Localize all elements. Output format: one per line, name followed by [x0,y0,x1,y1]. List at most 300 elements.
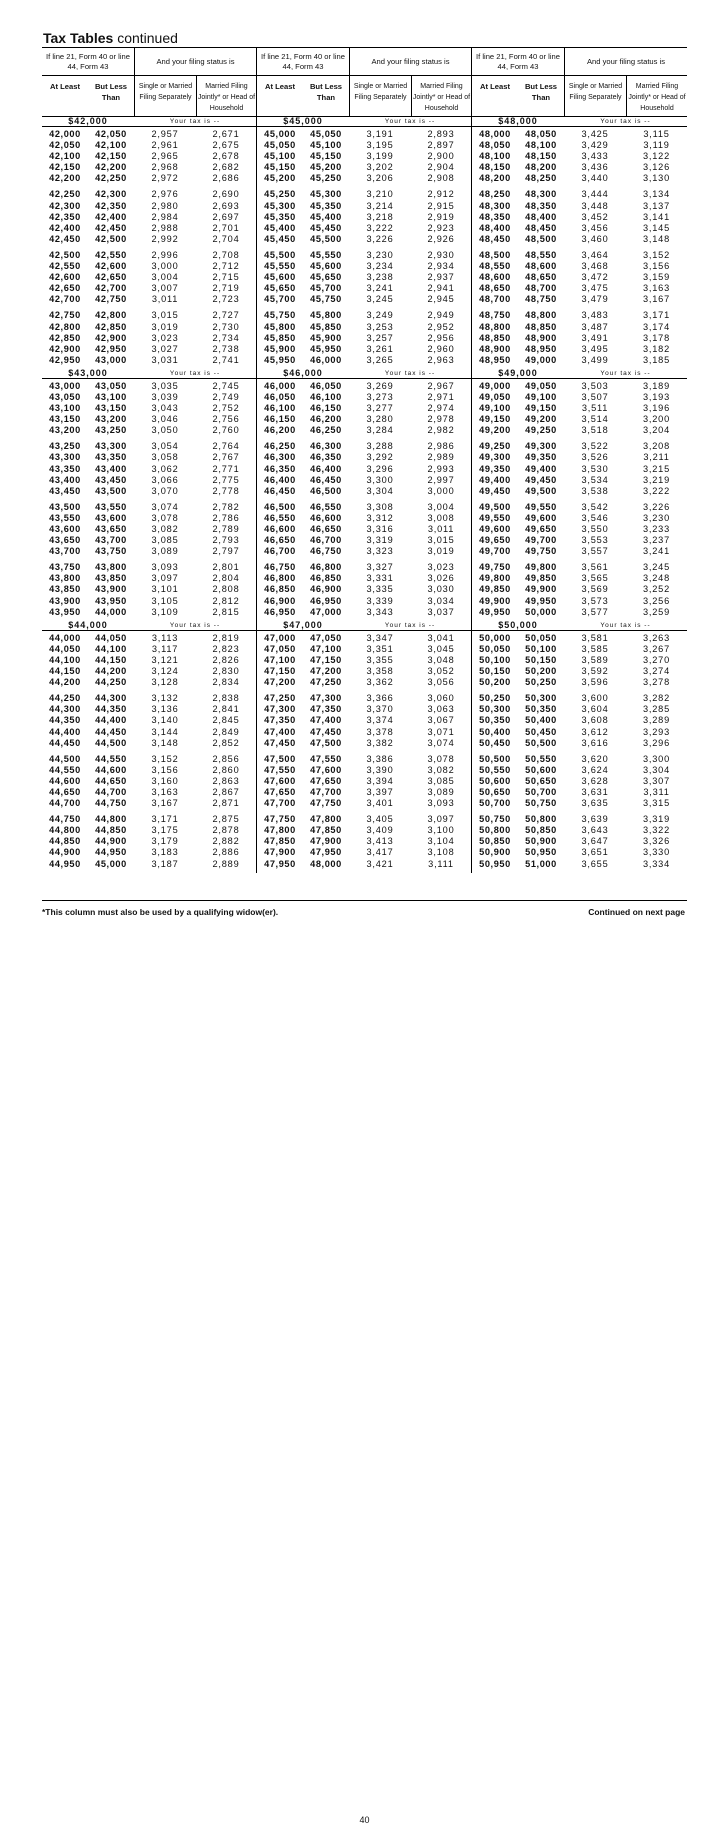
cell-single-tax: 3,472 [581,272,609,283]
cell-married-tax: 2,715 [212,272,240,283]
row-group [257,560,471,620]
cell-married-tax: 2,678 [212,151,240,162]
cell-at-least: 43,600 [49,524,81,534]
cell-married-tax: 3,319 [643,814,670,825]
cell-but-less-than: 44,400 [95,715,127,726]
cell-but-less-than: 45,800 [310,310,342,321]
table-row [42,584,256,595]
cell-at-least: 45,350 [264,211,296,222]
cell-married-tax: 2,741 [212,354,240,365]
table-row [472,859,687,870]
cell-married-tax: 2,730 [212,321,240,332]
tax-label: Your tax is -- [384,621,436,629]
table-row [42,333,256,344]
cell-but-less-than: 45,400 [310,211,342,222]
cell-married-tax: 2,797 [212,546,240,557]
cell-married-tax: 3,237 [643,535,670,546]
cell-married-tax: 3,119 [643,140,670,151]
cell-but-less-than: 50,100 [525,643,557,654]
cell-single-tax: 3,550 [581,524,609,534]
cell-single-tax: 3,117 [151,643,179,654]
bracket-label: $46,000 [283,367,323,378]
cell-single-tax: 3,624 [581,764,609,775]
cell-single-tax: 3,491 [581,332,609,343]
cell-but-less-than: 42,250 [95,173,127,184]
cell-at-least: 42,150 [49,162,81,173]
cell-but-less-than: 47,200 [310,666,342,677]
cell-single-tax: 3,179 [151,836,179,847]
column-header [257,48,471,76]
cell-single-tax: 3,589 [581,654,609,665]
cell-but-less-than: 49,350 [525,452,557,463]
cell-at-least: 45,650 [264,283,296,294]
table-row [472,535,687,546]
cell-at-least: 50,050 [479,643,511,654]
cell-at-least: 42,750 [49,310,81,321]
cell-married-tax: 3,122 [643,151,670,162]
cell-married-tax: 2,889 [212,858,240,869]
cell-single-tax: 3,433 [581,151,609,162]
cell-at-least: 47,400 [264,726,296,737]
cell-single-tax: 3,085 [151,535,179,546]
cell-but-less-than: 43,650 [95,524,127,534]
cell-single-tax: 3,050 [151,425,179,436]
cell-at-least: 46,850 [264,584,296,595]
header-single: Single or Married Filing Separately [135,76,197,116]
cell-married-tax: 3,045 [427,643,455,654]
cell-but-less-than: 50,150 [525,654,557,665]
cell-but-less-than: 43,150 [95,403,127,414]
table-row [472,573,687,584]
table-row [42,607,256,618]
cell-but-less-than: 49,250 [525,425,557,436]
cell-but-less-than: 49,900 [525,584,557,595]
cell-but-less-than: 45,600 [310,261,342,272]
cell-at-least: 49,100 [479,403,511,414]
table-row [42,715,256,726]
cell-but-less-than: 46,100 [310,391,342,402]
cell-but-less-than: 43,300 [95,441,127,452]
cell-single-tax: 3,499 [581,354,609,365]
cell-single-tax: 3,573 [581,595,609,606]
cell-at-least: 49,850 [479,584,511,595]
cell-single-tax: 3,327 [366,562,394,573]
header-but-less-than: But Less Than [303,76,350,116]
cell-single-tax: 3,600 [581,693,609,704]
cell-but-less-than: 49,200 [525,414,557,425]
cell-at-least: 47,150 [264,666,296,677]
cell-but-less-than: 50,400 [525,715,557,726]
table-row [42,344,256,355]
cell-single-tax: 3,425 [581,129,609,139]
cell-at-least: 50,350 [479,715,511,726]
table-row [257,475,471,486]
cell-but-less-than: 50,350 [525,704,557,715]
table-row [257,452,471,463]
cell-single-tax: 3,296 [366,463,394,474]
cell-at-least: 43,800 [49,573,81,584]
table-row [42,596,256,607]
cell-but-less-than: 43,000 [95,354,127,365]
cell-but-less-than: 42,050 [95,129,127,139]
cell-at-least: 47,450 [264,737,296,748]
cell-single-tax: 3,101 [151,584,179,595]
column-subheader [42,76,256,117]
cell-at-least: 48,400 [479,222,511,233]
cell-but-less-than: 48,250 [525,173,557,184]
cell-at-least: 46,750 [264,562,296,573]
cell-but-less-than: 46,750 [310,546,342,557]
cell-at-least: 48,250 [479,189,511,200]
cell-but-less-than: 50,450 [525,726,557,737]
cell-married-tax: 2,723 [212,294,240,305]
cell-single-tax: 3,027 [151,343,179,354]
page-title [43,30,178,46]
cell-married-tax: 2,867 [212,786,240,797]
cell-single-tax: 3,066 [151,474,179,485]
cell-married-tax: 2,727 [212,310,240,321]
cell-at-least: 47,100 [264,654,296,665]
cell-single-tax: 3,156 [151,764,179,775]
cell-at-least: 47,750 [264,814,296,825]
cell-at-least: 42,000 [49,129,81,139]
cell-single-tax: 3,187 [151,858,179,869]
table-row [42,173,256,184]
cell-at-least: 49,050 [479,391,511,402]
table-row [257,704,471,715]
cell-but-less-than: 44,300 [95,693,127,704]
cell-at-least: 47,050 [264,643,296,654]
cell-but-less-than: 46,300 [310,441,342,452]
cell-at-least: 49,800 [479,573,511,584]
cell-single-tax: 3,113 [151,632,179,643]
cell-married-tax: 2,904 [427,162,455,173]
cell-at-least: 47,950 [264,858,296,869]
cell-but-less-than: 45,750 [310,294,342,305]
header-filing-status: And your filing status is [371,56,450,66]
cell-single-tax: 3,202 [366,162,394,173]
cell-married-tax: 3,130 [643,173,670,184]
cell-single-tax: 3,378 [366,726,394,737]
cell-married-tax: 3,196 [643,403,670,414]
table-row [472,475,687,486]
cell-single-tax: 3,195 [366,140,394,151]
cell-single-tax: 3,351 [366,643,394,654]
cell-but-less-than: 50,000 [525,606,557,617]
cell-married-tax: 2,912 [427,189,455,200]
cell-single-tax: 3,277 [366,403,394,414]
cell-married-tax: 2,852 [212,737,240,748]
cell-single-tax: 3,097 [151,573,179,584]
row-group [257,631,471,691]
cell-married-tax: 2,897 [427,140,455,151]
cell-at-least: 45,100 [264,151,296,162]
row-group [42,439,256,499]
cell-married-tax: 3,278 [643,677,670,688]
cell-but-less-than: 44,950 [95,847,127,858]
cell-but-less-than: 47,100 [310,643,342,654]
column-header [42,48,256,76]
cell-at-least: 48,600 [479,272,511,283]
cell-single-tax: 2,968 [151,162,179,173]
cell-married-tax: 3,026 [427,573,455,584]
cell-at-least: 42,550 [49,261,81,272]
cell-but-less-than: 44,250 [95,677,127,688]
table-row [42,129,256,140]
cell-but-less-than: 48,100 [525,140,557,151]
cell-at-least: 50,250 [479,693,511,704]
table-row [42,836,256,847]
cell-but-less-than: 43,250 [95,425,127,436]
cell-married-tax: 3,089 [427,786,455,797]
table-row [472,704,687,715]
cell-married-tax: 3,056 [427,677,455,688]
cell-married-tax: 3,233 [643,524,670,534]
cell-single-tax: 3,308 [366,501,394,512]
cell-but-less-than: 45,650 [310,272,342,283]
table-row [472,272,687,283]
cell-married-tax: 3,115 [643,129,670,139]
cell-but-less-than: 50,800 [525,814,557,825]
cell-but-less-than: 43,050 [95,380,127,391]
cell-single-tax: 3,082 [151,524,179,534]
cell-single-tax: 3,035 [151,380,179,391]
table-row [42,754,256,765]
table-row [42,644,256,655]
cell-but-less-than: 42,700 [95,283,127,294]
table-row [257,310,471,321]
cell-but-less-than: 49,650 [525,524,557,534]
cell-married-tax: 2,756 [212,414,240,425]
cell-married-tax: 3,008 [427,512,455,523]
cell-but-less-than: 42,300 [95,189,127,200]
cell-single-tax: 3,448 [581,200,609,211]
cell-married-tax: 3,152 [643,249,670,260]
table-row [472,234,687,245]
cell-single-tax: 3,331 [366,573,394,584]
table-row [472,189,687,200]
cell-at-least: 47,850 [264,836,296,847]
cell-but-less-than: 45,150 [310,151,342,162]
table-row [472,584,687,595]
cell-single-tax: 2,988 [151,222,179,233]
cell-but-less-than: 50,200 [525,666,557,677]
cell-but-less-than: 42,150 [95,151,127,162]
cell-at-least: 46,650 [264,535,296,546]
cell-married-tax: 2,738 [212,343,240,354]
cell-single-tax: 3,335 [366,584,394,595]
table-row [472,151,687,162]
header-income-line: If line 21, Form 40 or line 44, Form 43 [42,48,135,75]
table-row [257,173,471,184]
cell-but-less-than: 50,250 [525,677,557,688]
table-row [257,655,471,666]
cell-married-tax: 2,923 [427,222,455,233]
table-row [472,381,687,392]
cell-but-less-than: 45,950 [310,343,342,354]
cell-but-less-than: 43,600 [95,512,127,523]
cell-but-less-than: 43,400 [95,463,127,474]
table-row [42,261,256,272]
cell-married-tax: 3,048 [427,654,455,665]
cell-married-tax: 2,675 [212,140,240,151]
cell-married-tax: 2,900 [427,151,455,162]
cell-at-least: 49,250 [479,441,511,452]
cell-single-tax: 3,167 [151,798,179,809]
cell-at-least: 44,000 [49,632,81,643]
cell-but-less-than: 44,700 [95,786,127,797]
cell-at-least: 45,200 [264,173,296,184]
table-row [472,173,687,184]
cell-single-tax: 3,616 [581,737,609,748]
cell-single-tax: 2,984 [151,211,179,222]
cell-at-least: 46,200 [264,425,296,436]
cell-at-least: 49,950 [479,606,511,617]
cell-single-tax: 3,019 [151,321,179,332]
table-row [42,140,256,151]
title-suffix: continued [117,30,178,46]
table-row [257,584,471,595]
table-row [472,738,687,749]
cell-at-least: 48,200 [479,173,511,184]
cell-married-tax: 2,952 [427,321,455,332]
cell-married-tax: 2,823 [212,643,240,654]
cell-at-least: 50,150 [479,666,511,677]
table-row [257,425,471,436]
cell-at-least: 50,300 [479,704,511,715]
cell-but-less-than: 44,150 [95,654,127,665]
table-row [472,765,687,776]
row-group [42,379,256,439]
cell-but-less-than: 43,500 [95,485,127,496]
cell-married-tax: 2,682 [212,162,240,173]
tax-label: Your tax is -- [169,118,221,125]
table-row [42,464,256,475]
cell-but-less-than: 48,650 [525,272,557,283]
cell-but-less-than: 42,900 [95,332,127,343]
cell-single-tax: 3,382 [366,737,394,748]
cell-at-least: 42,250 [49,189,81,200]
row-group [42,187,256,247]
cell-at-least: 50,950 [479,858,511,869]
cell-single-tax: 3,585 [581,643,609,654]
cell-at-least: 44,100 [49,654,81,665]
bracket-label: $45,000 [283,116,323,126]
cell-single-tax: 3,436 [581,162,609,173]
cell-single-tax: 3,288 [366,441,394,452]
cell-at-least: 42,400 [49,222,81,233]
cell-married-tax: 3,211 [643,452,670,463]
table-row [257,403,471,414]
cell-but-less-than: 50,500 [525,737,557,748]
table-row [257,607,471,618]
cell-single-tax: 3,503 [581,380,609,391]
cell-single-tax: 3,214 [366,200,394,211]
title-main: Tax Tables [43,30,114,46]
cell-married-tax: 3,019 [427,546,455,557]
table-row [257,524,471,535]
table-row [472,677,687,688]
table-row [257,250,471,261]
table-row [42,666,256,677]
cell-single-tax: 2,992 [151,233,179,244]
table-row [257,573,471,584]
table-row [42,272,256,283]
cell-married-tax: 3,071 [427,726,455,737]
cell-but-less-than: 42,800 [95,310,127,321]
table-column [472,48,687,873]
cell-at-least: 46,300 [264,452,296,463]
cell-but-less-than: 45,350 [310,200,342,211]
header-single: Single or Married Filing Separately [350,76,412,116]
cell-single-tax: 3,152 [151,753,179,764]
cell-at-least: 49,750 [479,562,511,573]
cell-at-least: 47,350 [264,715,296,726]
bracket-label: $44,000 [68,619,108,630]
cell-at-least: 50,850 [479,836,511,847]
cell-single-tax: 3,284 [366,425,394,436]
cell-at-least: 43,400 [49,474,81,485]
cell-single-tax: 3,581 [581,632,609,643]
cell-but-less-than: 48,700 [525,283,557,294]
row-group [257,187,471,247]
cell-but-less-than: 46,350 [310,452,342,463]
cell-but-less-than: 48,800 [525,310,557,321]
cell-at-least: 42,350 [49,211,81,222]
table-row [472,310,687,321]
table-row [42,859,256,870]
table-row [42,475,256,486]
cell-but-less-than: 42,400 [95,211,127,222]
cell-single-tax: 3,374 [366,715,394,726]
table-row [472,283,687,294]
cell-at-least: 45,150 [264,162,296,173]
cell-at-least: 45,550 [264,261,296,272]
cell-married-tax: 2,778 [212,485,240,496]
cell-married-tax: 3,145 [643,222,670,233]
cell-but-less-than: 43,450 [95,474,127,485]
cell-single-tax: 2,957 [151,129,179,139]
cell-at-least: 48,350 [479,211,511,222]
table-row [257,294,471,305]
cell-but-less-than: 46,250 [310,425,342,436]
table-row [42,223,256,234]
cell-at-least: 50,800 [479,825,511,836]
table-row [472,836,687,847]
table-row [472,223,687,234]
cell-at-least: 45,900 [264,343,296,354]
cell-single-tax: 3,596 [581,677,609,688]
cell-married-tax: 2,693 [212,200,240,211]
table-row [42,535,256,546]
cell-married-tax: 2,993 [427,463,455,474]
cell-single-tax: 3,136 [151,704,179,715]
header-at-least: At Least [265,82,295,91]
cell-married-tax: 2,997 [427,474,455,485]
table-row [257,814,471,825]
table-row [472,666,687,677]
cell-at-least: 50,500 [479,753,511,764]
cell-married-tax: 3,111 [428,858,454,869]
cell-married-tax: 3,270 [643,654,670,665]
cell-at-least: 47,550 [264,764,296,775]
cell-single-tax: 3,561 [581,562,609,573]
table-row [257,859,471,870]
cell-at-least: 46,900 [264,595,296,606]
cell-married-tax: 2,690 [212,189,240,200]
cell-but-less-than: 44,600 [95,764,127,775]
cell-but-less-than: 45,550 [310,249,342,260]
